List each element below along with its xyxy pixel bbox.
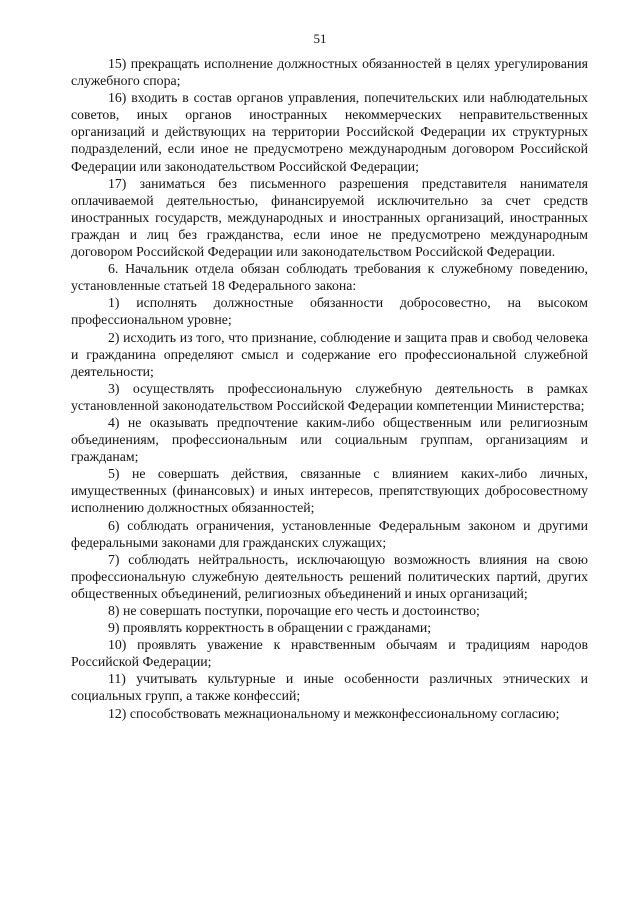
paragraph-item-9: 9) проявлять корректность в обращении с гражданами; bbox=[108, 620, 432, 636]
paragraph-item-1: 1) исполнять должностные обязанности добросовестно, на высоком профессиональном уровне; bbox=[71, 295, 588, 328]
paragraph-item-6: 6) соблюдать ограничения, установленные Федеральным законом и другими федеральными законами для гражданских служащих; bbox=[71, 517, 588, 550]
paragraph-item-10: 10) проявлять уважение к нравственным обычаям и традициям народов Российской Федерации; bbox=[71, 637, 588, 670]
paragraph-item-8: 8) не совершать поступки, порочащие его честь и достоинство; bbox=[108, 603, 480, 618]
paragraph-item-17: 17) заниматься без письменного разрешения представителя нанимателя оплачиваемой деятельностью, финансируемой исключительно за счет средств иностранных государств, международных и иностранных организаций, иностранных граждан и лиц без гражданства, если иное не предусмотрено международным договором Российской Федерации или законодательством Российской Федерации. bbox=[71, 175, 588, 260]
paragraph-item-11: 11) учитывать культурные и иные особенности различных этнических и социальных групп, а также конфессий; bbox=[71, 671, 588, 704]
paragraph-item-12: 12) способствовать межнациональному и межконфессиональному согласию; bbox=[108, 705, 560, 721]
paragraph-item-7: 7) соблюдать нейтральность, исключающую возможность влияния на свою профессиональную служебную деятельность решений политических партий, других общественных объединений, религиозных объединений и иных организаций; bbox=[71, 551, 588, 601]
paragraph-item-15: 15) прекращать исполнение должностных обязанностей в целях урегулирования служебного спора; bbox=[71, 56, 588, 89]
paragraph-item-5: 5) не совершать действия, связанные с влиянием каких-либо личных, имущественных (финансовых) и иных интересов, препятствующих добросовестному исполнению должностных обязанностей; bbox=[71, 466, 588, 516]
document-text bbox=[71, 55, 588, 722]
paragraph-item-4: 4) не оказывать предпочтение каким-либо общественным или религиозным объединениям, профессиональным или социальным группам, организациям и гражданам; bbox=[71, 414, 588, 465]
page-number: 51 bbox=[313, 31, 327, 46]
paragraph-item-2: 2) исходить из того, что признание, соблюдение и защита прав и свобод человека и гражданина определяют смысл и содержание его профессиональной служебной деятельности; bbox=[71, 329, 588, 379]
paragraph-item-3: 3) осуществлять профессиональную служебную деятельность в рамках установленной законодательством Российской Федерации компетенции Министерства; bbox=[71, 380, 588, 413]
paragraph-item-16: 16) входить в состав органов управления, попечительских или наблюдательных советов, иных органов иностранных некоммерческих неправительственных организаций и действующих на территории Российской Федерации их структурных подразделений, если иное не предусмотрено международным договором Российской Федерации или законодательством Российской Федерации; bbox=[71, 90, 588, 174]
paragraph-section-6: 6. Начальник отдела обязан соблюдать требования к служебному поведению, установленные статьей 18 Федерального закона: bbox=[71, 261, 588, 294]
